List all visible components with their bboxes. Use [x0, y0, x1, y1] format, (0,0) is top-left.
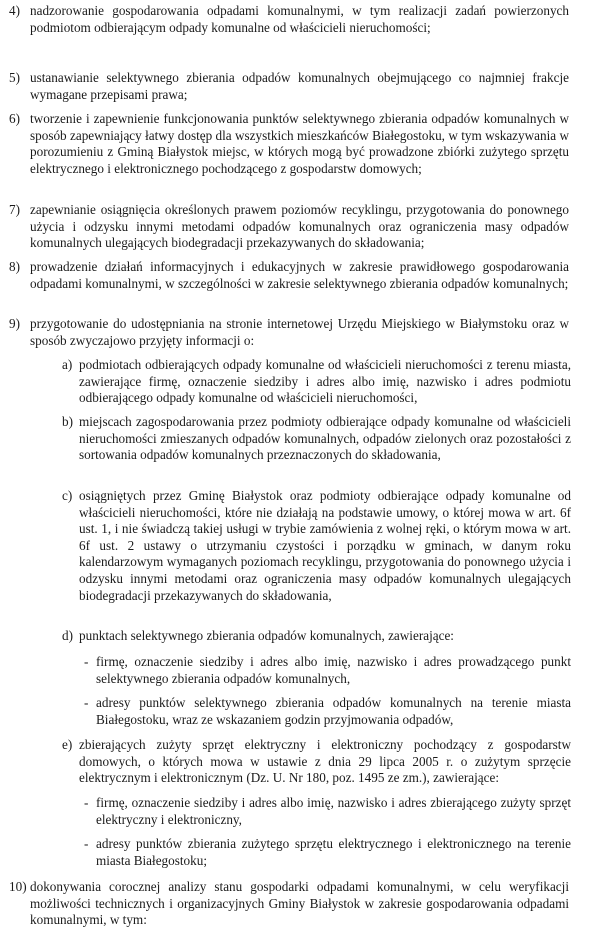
sub-item-letter: c): [62, 488, 73, 503]
list-item-8: [9, 259, 569, 292]
list-item-number: 6): [9, 111, 20, 126]
dash-marker: -: [84, 795, 89, 810]
list-item-text: nadzorowanie gospodarowania odpadami komunalnymi, w tym realizacji zadań powierzonych podmiotom odbierającym odpady komunalne od właścicieli nieruchomości;: [30, 3, 569, 35]
sub-item-letter: a): [62, 357, 73, 372]
sub-item-letter: b): [62, 414, 73, 429]
dash-item-text: adresy punktów selektywnego zbierania odpadów komunalnych na terenie miasta Białegostoku, wraz ze wskazaniem godzin przyjmowania odpadów,: [96, 695, 571, 727]
list-item-number: 9): [9, 316, 20, 331]
list-item-number: 4): [9, 3, 20, 18]
list-item-text: zapewnianie osiągnięcia określonych prawem poziomów recyklingu, przygotowania do ponownego użycia i odzysku innymi metodami odpadów komunalnych oraz ograniczenia masy odpadów komunalnych ulegających biodegradacji przekazywanych do składowania;: [30, 202, 569, 251]
list-item-text: dokonywania corocznej analizy stanu gospodarki odpadami komunalnymi, w celu weryfikacji możliwości technicznych i organizacyjnych Gminy Białystok w zakresie gospodarowania odpadami komunalnymi, w tym:: [30, 879, 569, 928]
dash-marker: -: [84, 695, 89, 710]
list-item-text: tworzenie i zapewnienie funkcjonowania punktów selektywnego zbierania odpadów komunalnych w sposób zapewniający łatwy dostęp dla wszystkich mieszkańców Białegostoku, w tym wskazywania w porozumieniu z Gminą Białystok miejsc, w których mogą być prowadzone zbiórki zużytego sprzętu elektrycznego i elektronicznego pochodzącego z gospodarstw domowych;: [30, 111, 569, 176]
list-item-9: [9, 316, 569, 349]
list-item-number: 8): [9, 259, 20, 274]
list-item-7: [9, 202, 569, 252]
sub-item-text: osiągniętych przez Gminę Białystok oraz podmioty odbierające odpady komunalne od właścicieli nieruchomości, które nie działają na podstawie umowy, o której mowa w art. 6f ust. 1, i nie świadczą takiej usługi w trybie zamówienia z wolnej ręki, o którym mowa w art. 6f ust. 2 ustawy o utrzymaniu czystości i porządku w gminach, w danym roku kalendarzowym wymaganych poziomach recyklingu, przygotowania do ponownego użycia i odzysku innymi metodami oraz ograniczenia masy odpadów komunalnych ulegających biodegradacji przekazywanych do składowania,: [79, 488, 571, 603]
dash-item-text: adresy punktów zbierania zużytego sprzętu elektrycznego i elektronicznego na terenie miasta Białegostoku;: [96, 836, 571, 868]
list-item-6: [9, 111, 569, 177]
sub-item-text: podmiotach odbierających odpady komunalne od właścicieli nieruchomości z terenu miasta, zawierające firmę, oznaczenie siedziby i adres albo imię, nazwisko i adres podmiotu odbierającego odpady komunalne od właścicieli nieruchomości,: [79, 357, 571, 406]
sub-item-letter: d): [62, 628, 73, 643]
list-item-10: [9, 879, 569, 929]
dash-item: [84, 795, 571, 828]
dash-item: [84, 836, 571, 869]
list-item-number: 5): [9, 70, 20, 85]
dash-item-text: firmę, oznaczenie siedziby i adres albo imię, nazwisko i adres zbierającego zużyty sprzęt elektryczny i elektroniczny,: [96, 795, 571, 827]
dash-marker: -: [84, 654, 89, 669]
sub-item-letter: e): [62, 737, 73, 752]
list-item-number: 7): [9, 202, 20, 217]
dash-item: [84, 654, 571, 687]
dash-item-text: firmę, oznaczenie siedziby i adres albo imię, nazwisko i adres prowadzącego punkt selektywnego zbierania odpadów komunalnych,: [96, 654, 571, 686]
list-item-5: [9, 70, 569, 103]
list-item-text: przygotowanie do udostępniania na stronie internetowej Urzędu Miejskiego w Białymstoku oraz w sposób zwyczajowo przyjęty informacji o:: [30, 316, 569, 348]
sub-item-e: [62, 737, 571, 787]
sub-item-b: [62, 414, 571, 464]
list-item-4: [9, 3, 569, 36]
sub-item-d: [62, 628, 571, 645]
dash-item: [84, 695, 571, 728]
sub-item-c: [62, 488, 571, 604]
sub-item-text: zbierających zużyty sprzęt elektryczny i elektroniczny pochodzący z gospodarstw domowych, o których mowa w ustawie z dnia 29 lipca 2005 r. o zużytym sprzęcie elektrycznym i elektronicznym (Dz. U. Nr 180, poz. 1495 ze zm.), zawierające:: [79, 737, 571, 786]
dash-marker: -: [84, 836, 89, 851]
sub-item-text: miejscach zagospodarowania przez podmioty odbierające odpady komunalne od właścicieli nieruchomości zmieszanych odpadów komunalnych, odpadów zielonych oraz pozostałości z sortowania odpadów komunalnych przeznaczonych do składowania,: [79, 414, 571, 463]
sub-item-text: punktach selektywnego zbierania odpadów komunalnych, zawierające:: [79, 628, 454, 643]
list-item-number: 10): [9, 879, 27, 894]
sub-item-a: [62, 357, 571, 407]
list-item-text: prowadzenie działań informacyjnych i edukacyjnych w zakresie prawidłowego gospodarowania odpadami komunalnymi, w szczególności w zakresie selektywnego zbierania odpadów komunalnych;: [30, 259, 569, 291]
list-item-text: ustanawianie selektywnego zbierania odpadów komunalnych obejmującego co najmniej frakcje wymagane przepisami prawa;: [30, 70, 569, 102]
